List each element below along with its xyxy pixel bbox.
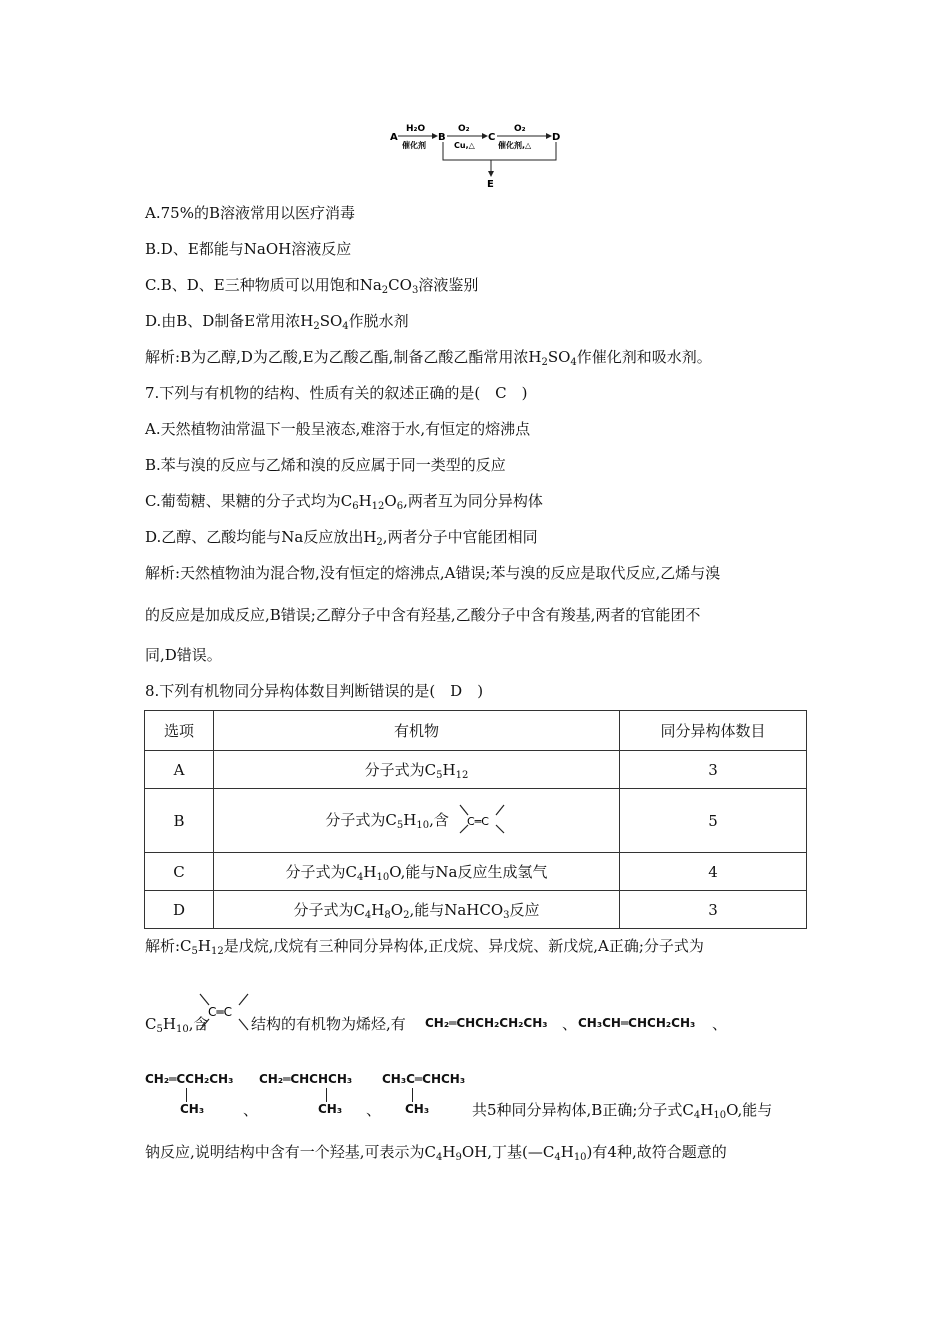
q7-analysis-line-1: 解析:天然植物油为混合物,没有恒定的熔沸点,A错误;苯与溴的反应是取代反应,乙烯与溴 — [145, 564, 721, 582]
q8-analysis-struct-text: 结构的有机物为烯烃,有 — [251, 1015, 406, 1033]
row-count: 5 — [620, 789, 807, 853]
node-e: E — [487, 179, 494, 190]
formula-1-pentene: CH₂═CHCH₂CH₂CH₃ — [425, 1016, 548, 1030]
separator: 、 — [562, 1015, 578, 1033]
q7-analysis-line-2: 的反应是加成反应,B错误;乙醇分子中含有羟基,乙酸分子中含有羧基,两者的官能团不 — [145, 606, 701, 624]
table-row — [145, 891, 807, 929]
methyl-branch: CH₃ — [405, 1102, 430, 1116]
row-option: C — [145, 853, 214, 891]
header-compound: 有机物 — [214, 711, 620, 751]
label-catalyst-1: 催化剂 — [402, 141, 426, 150]
q7-option-a: A.天然植物油常温下一般呈液态,难溶于水,有恒定的熔沸点 — [145, 420, 531, 438]
formula-2-methyl-1-butene: CH₂═CCH₂CH₃ — [145, 1072, 234, 1086]
isomer-table — [144, 710, 807, 929]
methyl-branch: CH₃ — [180, 1102, 205, 1116]
q8-analysis-line-3: 共5种同分异构体,B正确;分子式$C_4H_{10}O$,能与 — [472, 1101, 773, 1121]
row-count: 3 — [620, 891, 807, 929]
label-h2o: H₂O — [406, 124, 426, 134]
separator: 、 — [712, 1015, 728, 1033]
row-option: A — [145, 751, 214, 789]
q8-analysis-line-2: $C_5H_{10}$,含 — [145, 1015, 209, 1035]
formula-3-methyl-1-butene: CH₂═CHCHCH₃ — [259, 1072, 353, 1086]
row-compound: 分子式为$C_5H_{12}$ — [214, 751, 620, 789]
branch-bond — [412, 1088, 413, 1102]
svg-text:C═C: C═C — [208, 1005, 232, 1019]
q7-option-c: C.葡萄糖、果糖的分子式均为$C_6H_{12}O_6$,两者互为同分异构体 — [145, 492, 543, 512]
alkene-double-bond-structure — [456, 801, 508, 841]
alkene-double-bond-structure-inline — [196, 988, 252, 1036]
svg-text:C═C: C═C — [466, 814, 489, 828]
branch-bond — [326, 1088, 327, 1102]
q7-analysis-line-3: 同,D错误。 — [145, 646, 222, 664]
table-row — [145, 789, 807, 853]
header-isomer-count: 同分异构体数目 — [620, 711, 807, 751]
methyl-branch: CH₃ — [318, 1102, 343, 1116]
row-compound: 分子式为$C_4H_{10}O$,能与Na反应生成氢气 — [214, 853, 620, 891]
q8-analysis-line-1: 解析$:C_5H_{12}$是戊烷,戊烷有三种同分异构体,正戊烷、异戊烷、新戊烷,A正确;分子式为 — [145, 937, 704, 957]
reaction-scheme-diagram — [388, 118, 568, 190]
label-o2-2: O₂ — [514, 124, 526, 134]
q6-option-d: D.由B、D制备E常用浓$H_2SO_4$作脱水剂 — [145, 312, 409, 332]
q7-stem: 7.下列与有机物的结构、性质有关的叙述正确的是( C ) — [145, 384, 528, 402]
label-o2-1: O₂ — [458, 124, 470, 134]
q8-stem: 8.下列有机物同分异构体数目判断错误的是( D ) — [145, 682, 484, 700]
q6-option-b: B.D、E都能与NaOH溶液反应 — [145, 240, 352, 258]
label-catalyst-2: 催化剂,△ — [498, 141, 532, 150]
table-row — [145, 751, 807, 789]
node-a: A — [390, 132, 398, 143]
q7-option-d: D.乙醇、乙酸均能与Na反应放出$H_2$,两者分子中官能团相同 — [145, 528, 538, 548]
header-option: 选项 — [145, 711, 214, 751]
node-d: D — [552, 132, 561, 143]
label-cu: Cu,△ — [454, 141, 475, 150]
formula-2-pentene: CH₃CH═CHCH₂CH₃ — [578, 1016, 696, 1030]
table-row — [145, 853, 807, 891]
row-count: 4 — [620, 853, 807, 891]
separator: 、 — [366, 1101, 382, 1119]
row-count: 3 — [620, 751, 807, 789]
row-option: B — [145, 789, 214, 853]
formula-2-methyl-2-butene: CH₃C═CHCH₃ — [382, 1072, 466, 1086]
q6-option-c: C.B、D、E三种物质可以用饱和$Na_2CO_3$溶液鉴别 — [145, 276, 479, 296]
node-c: C — [488, 132, 496, 143]
q7-option-b: B.苯与溴的反应与乙烯和溴的反应属于同一类型的反应 — [145, 456, 506, 474]
row-compound: 分子式为$C_4H_8O_2$,能与NaHCO$_3$反应 — [214, 891, 620, 929]
separator: 、 — [243, 1101, 259, 1119]
q8-analysis-line-4: 钠反应,说明结构中含有一个羟基,可表示为$C_4H_9OH$,丁基$(—C_4H_{10})$有4种,故符合题意的 — [145, 1143, 727, 1163]
node-b: B — [438, 132, 446, 143]
branch-bond — [186, 1088, 187, 1102]
q6-option-a: A.75%的B溶液常用以医疗消毒 — [145, 204, 355, 222]
row-compound: 分子式为$C_5H_{10}$,含 C═C — [214, 789, 620, 853]
row-option: D — [145, 891, 214, 929]
table-header-row — [145, 711, 807, 751]
q6-analysis: 解析:B为乙醇,D为乙酸,E为乙酸乙酯,制备乙酸乙酯常用浓$H_2SO_4$作催化剂和吸水剂。 — [145, 348, 712, 368]
